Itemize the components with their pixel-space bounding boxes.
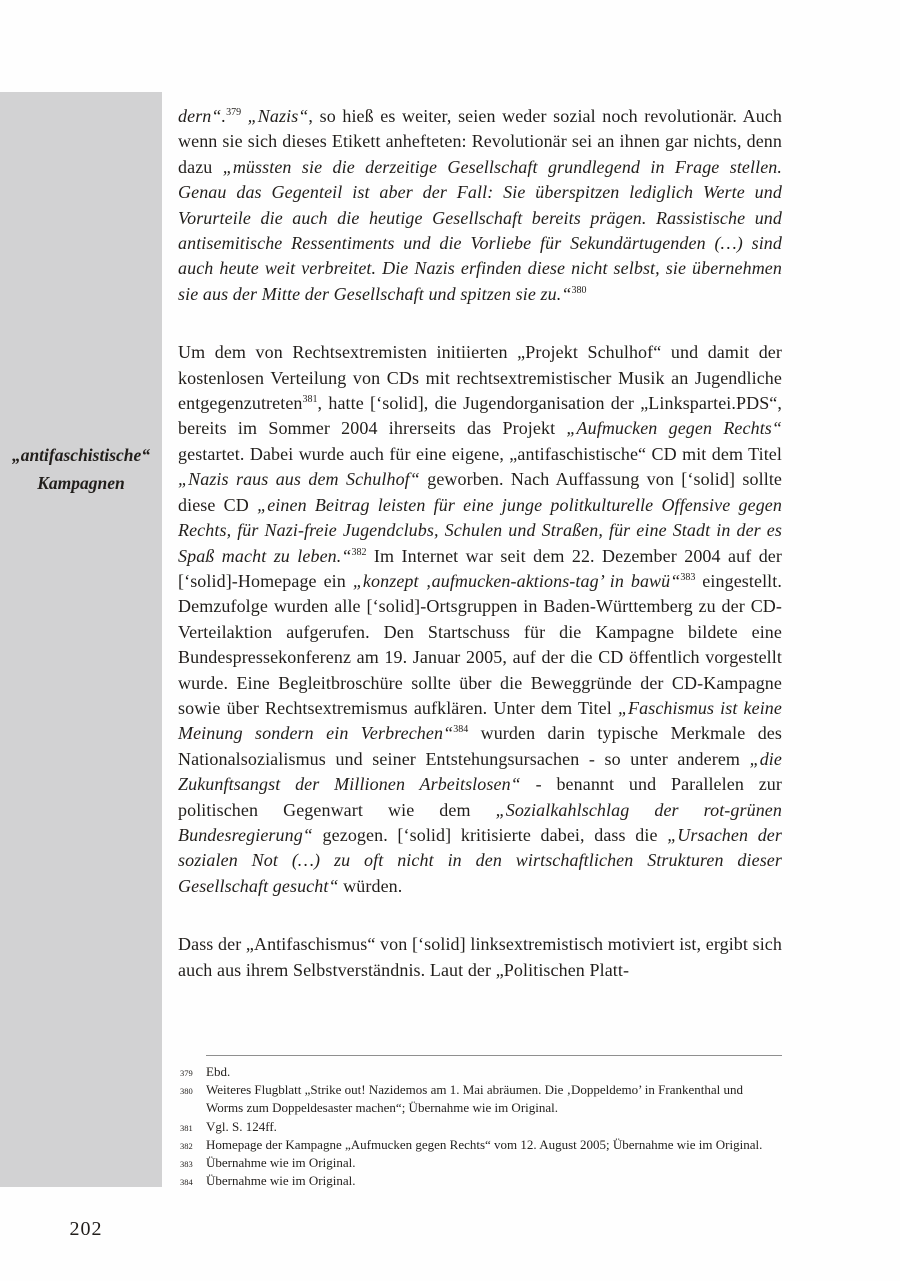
margin-note-line1: „antifaschistische“ bbox=[11, 445, 151, 465]
footnote-reference: 384 bbox=[453, 724, 469, 736]
footnote-text: Ebd. bbox=[206, 1064, 231, 1079]
footnote-marker: 383 bbox=[180, 1159, 193, 1170]
margin-band bbox=[0, 92, 162, 1187]
footnote-reference: 379 bbox=[226, 107, 242, 118]
footnote-reference: 381 bbox=[302, 394, 318, 406]
paragraph-quote-nazis: dern“.$^{379}$ „Nazis“, so hieß es weiter, seien weder sozial noch revolutionär. Auch wenn sie sich dieses Etikett anhefteten: Revolutionär sei an ihnen gar nichts, denn dazu „müssten sie die derzeitige Gesellschaft grundlegend in Frage stellen. Genau das Gegenteil ist aber der Fall: Sie überspitzen lediglich Werte und Vorurteile die auch die heutige Gesellschaft bereits prägen. Rassistische und antisemitische Ressentiments und die Vorliebe für Sekundärtugenden (…) sind auch heute weit verbreitet. Die Nazis erfinden diese nicht selbst, sie übernehmen sie aus der Mitte der Gesellschaft und spitzen sie zu.“$^{380}$ bbox=[178, 106, 782, 304]
footnotes-section bbox=[178, 1055, 782, 1190]
footnote-380 bbox=[178, 1081, 782, 1117]
footnote-382 bbox=[178, 1136, 782, 1154]
main-text-column bbox=[178, 104, 782, 983]
margin-note bbox=[0, 441, 162, 497]
paragraph-antifaschismus-motivation: Dass der „Antifaschismus“ von [‘solid] linksextremistisch motiviert ist, ergibt sich auch aus ihrem Selbstverständnis. Laut der „Politischen Platt- bbox=[178, 934, 782, 980]
footnote-379 bbox=[178, 1063, 782, 1081]
footnote-text: Übernahme wie im Original. bbox=[206, 1173, 356, 1189]
page-number: 202 bbox=[69, 1218, 103, 1240]
footnote-marker: 379 bbox=[180, 1068, 193, 1078]
footnote-reference: 383 bbox=[680, 571, 696, 583]
footnote-text: Vgl. S. 124ff. bbox=[206, 1118, 277, 1134]
footnote-text: Homepage der Kampagne „Aufmucken gegen Rechts“ vom 12. August 2005; Übernahme wie im Original. bbox=[206, 1136, 763, 1152]
footnote-marker: 381 bbox=[180, 1122, 193, 1133]
footnote-381 bbox=[178, 1118, 782, 1136]
footnote-marker: 384 bbox=[180, 1177, 193, 1188]
paragraph-aufmucken-kampagne: Um dem von Rechtsextremisten initiierten „Projekt Schulhof“ und damit der kostenlosen Verteilung von CDs mit rechtsextremistischer Musik an Jugendliche entgegenzutreten$^{381}$, hatte [‘solid], die Jugendorganisation der „Linkspartei.PDS“, bereits im Sommer 2004 ihrerseits das Projekt „Aufmucken gegen Rechts“ gestartet. Dabei wurde auch für eine eigene, „antifaschistische“ CD mit dem Titel „Nazis raus aus dem Schulhof“ geworben. Nach Auffassung von [‘solid] sollte diese CD „einen Beitrag leisten für eine junge politkulturelle Offensive gegen Rechts, für Nazi-freie Jugendclubs, Schulen und Straßen, für eine Stadt in der es Spaß macht zu leben.“$^{382}$ Im Internet war seit dem 22. Dezember 2004 auf der [‘solid]-Homepage ein „konzept ‚aufmucken-aktions-tag’ in bawü“$^{383}$ eingestellt. Demzufolge wurden alle [‘solid]-Ortsgruppen in Baden-Württemberg zu der CD-Verteilaktion aufgerufen. Den Startschuss für die Kampagne bildete eine Bundespressekonferenz am 19. Januar 2005, auf der die CD öffentlich vorgestellt wurde. Eine Begleitbroschüre sollte über die Beweggründe der CD-Kampagne sowie über Rechtsextremismus aufklären. Unter dem Titel „Faschismus ist keine Meinung sondern ein Verbrechen“$^{384}$ wurden darin typische Merkmale des Nationalsozialismus und seiner Entstehungsursachen - so unter anderem „die Zukunftsangst der Millionen Arbeitslosen“ - benannt und Parallelen zur politischen Gegenwart wie dem „Sozialkahlschlag der rot-grünen Bundesregierung“ gezogen. [‘solid] kritisierte dabei, dass die „Ursachen der sozialen Not (…) zu oft nicht in den wirtschaftlichen Strukturen dieser Gesellschaft gesucht“ würden. bbox=[178, 342, 783, 896]
footnote-384 bbox=[178, 1172, 782, 1190]
footnote-text: Weiteres Flugblatt „Strike out! Nazidemos am 1. Mai abräumen. Die ‚Doppeldemo’ in Frankenthal und Worms zum Doppeldesaster machen“; Übernahme wie im Original. bbox=[206, 1082, 743, 1116]
footnote-reference: 382 bbox=[351, 546, 367, 558]
footnote-text: Übernahme wie im Original. bbox=[206, 1155, 356, 1171]
footnote-separator bbox=[206, 1055, 782, 1056]
margin-note-line2: Kampagnen bbox=[37, 473, 125, 493]
footnote-marker: 380 bbox=[180, 1086, 193, 1097]
footnote-reference: 380 bbox=[571, 284, 587, 296]
footnote-marker: 382 bbox=[180, 1140, 193, 1151]
footnote-383 bbox=[178, 1154, 782, 1172]
